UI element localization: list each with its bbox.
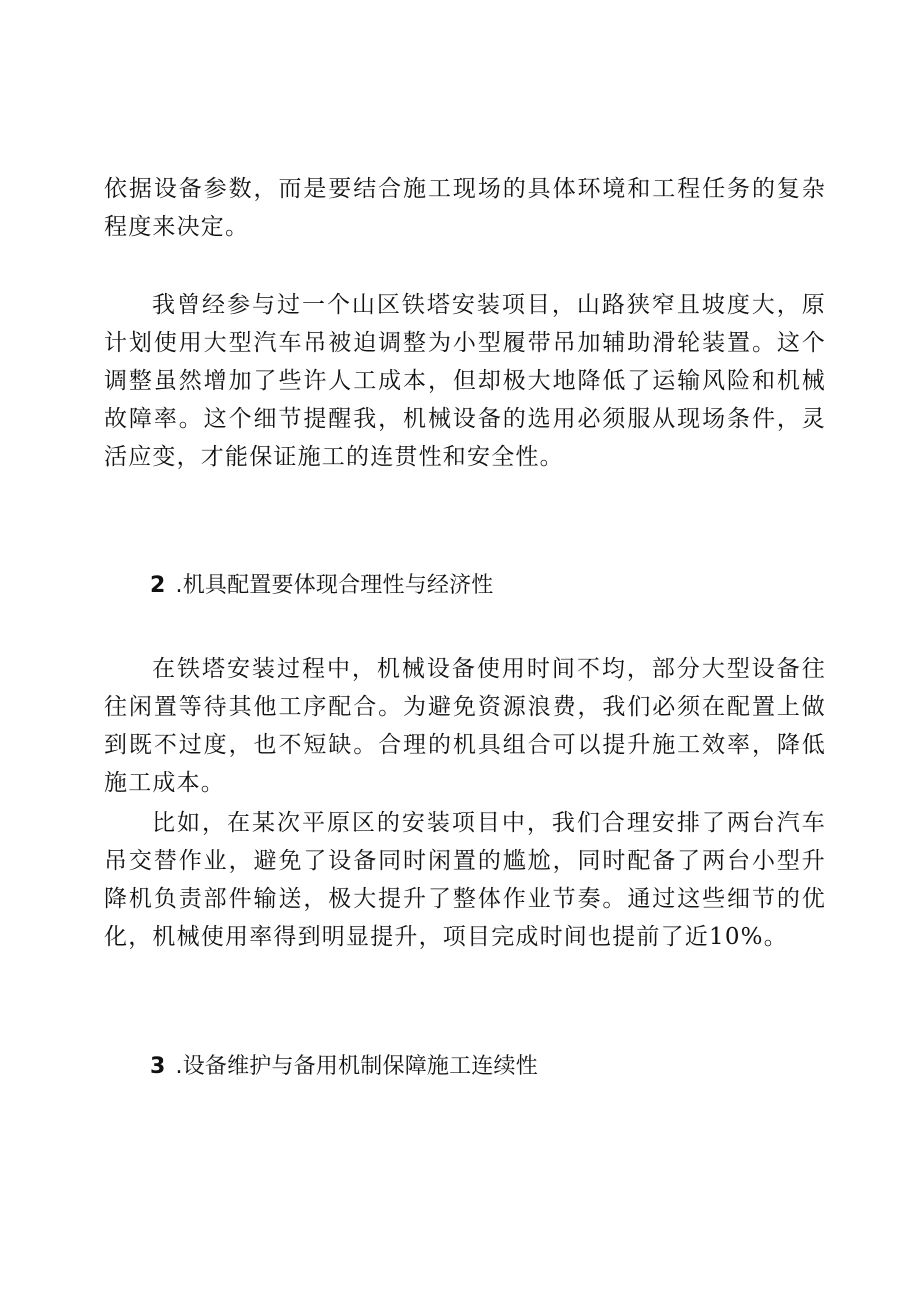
paragraph-2: 我曾经参与过一个山区铁塔安装项目，山路狭窄且坡度大，原计划使用大型汽车吊被迫调整为小型履带吊加辅助滑轮装置。这个调整虽然增加了些许人工成本，但却极大地降低了运输风险和机械故障率。这个细节提醒我，机械设备的选用必须服从现场条件，灵活应变，才能保证施工的连贯性和安全性。 (104, 292, 826, 470)
section-title: .设备维护与备用机制保障施工连续性 (175, 1054, 538, 1079)
section-heading-3 (150, 1051, 538, 1083)
section-number: 2 (150, 573, 166, 598)
section-heading-2 (150, 570, 494, 602)
paragraph-3: 在铁塔安装过程中，机械设备使用时间不均，部分大型设备往往闲置等待其他工序配合。为避免资源浪费，我们必须在配置上做到既不过度，也不短缺。合理的机具组合可以提升施工效率，降低施工成本。 (104, 656, 826, 796)
paragraph-1: 依据设备参数，而是要结合施工现场的具体环境和工程任务的复杂程度来决定。 (104, 176, 826, 240)
section-title: .机具配置要体现合理性与经济性 (175, 573, 494, 598)
paragraph-4: 比如，在某次平原区的安装项目中，我们合理安排了两台汽车吊交替作业，避免了设备同时闲置的尴尬，同时配备了两台小型升降机负责部件输送，极大提升了整体作业节奏。通过这些细节的优化，机械使用率得到明显提升，项目完成时间也提前了近10%。 (104, 810, 826, 950)
section-number: 3 (150, 1054, 166, 1079)
